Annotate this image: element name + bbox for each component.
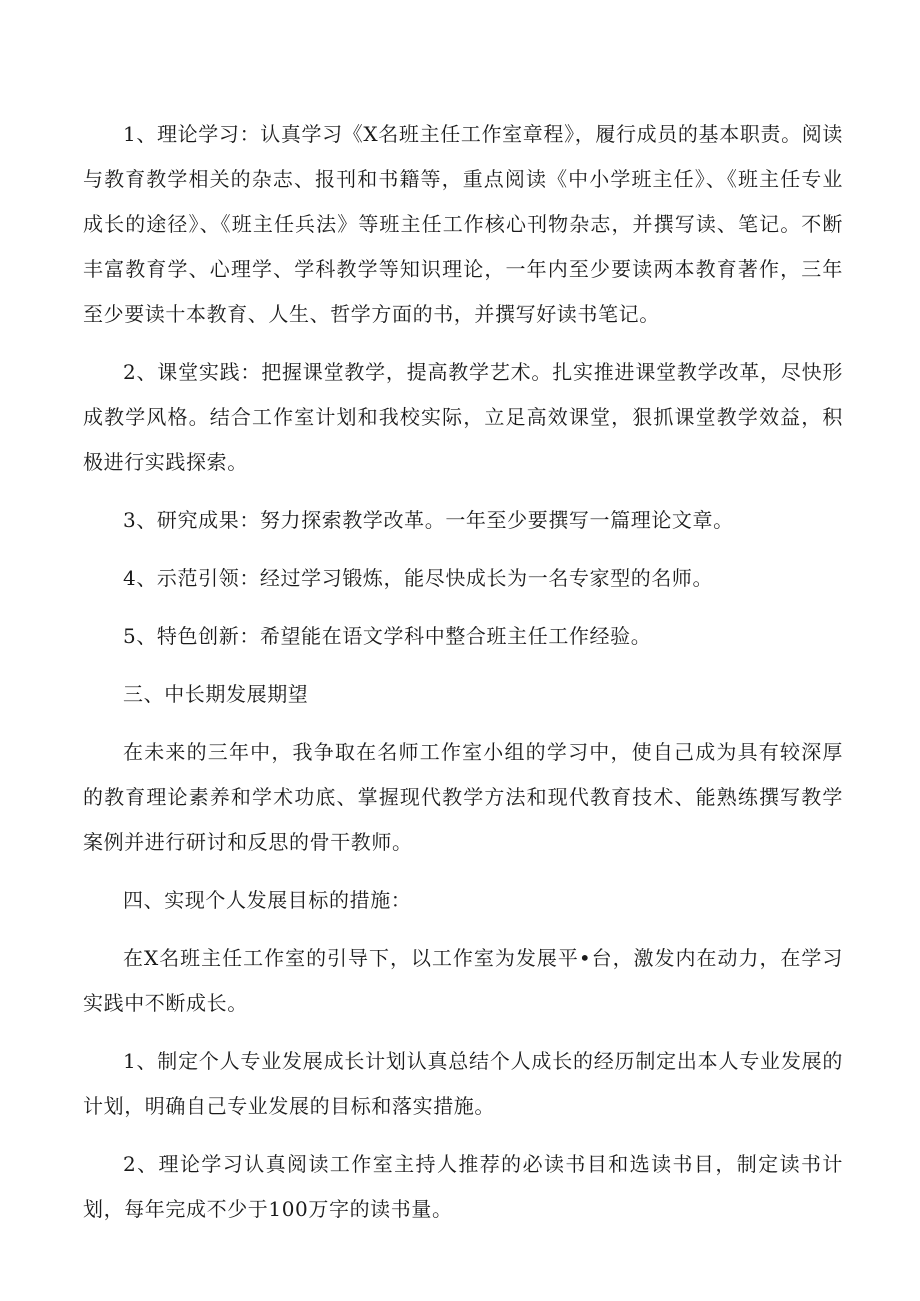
- paragraph-demonstration: 4、示范引领：经过学习锻炼，能尽快成长为一名专家型的名师。: [123, 566, 714, 590]
- paragraph-development-plan: 1、制定个人专业发展成长计划认真总结个人成长的经历制定出本人专业发展的计划，明确自己专业发展的目标和落实措施。: [83, 1049, 843, 1118]
- document-body: [83, 112, 843, 1245]
- paragraph-classroom-practice: 2、课堂实践：把握课堂教学，提高教学艺术。扎实推进课堂教学改革，尽快形成教学风格。结合工作室计划和我校实际，立足高效课堂，狠抓课堂教学效益，积极进行实践探索。: [83, 360, 843, 474]
- paragraph-measures-intro: 在X名班主任工作室的引导下，以工作室为发展平•台，激发内在动力，在学习实践中不断成长。: [83, 946, 843, 1015]
- section-heading-long-term: 三、中长期发展期望: [123, 682, 309, 706]
- paragraph-long-term-expectation: 在未来的三年中，我争取在名师工作室小组的学习中，使自己成为具有较深厚的教育理论素养和学术功底、掌握现代教学方法和现代教育技术、能熟练撰写教学案例并进行研讨和反思的骨干教师。: [83, 740, 843, 854]
- paragraph-research-results: 3、研究成果：努力探索教学改革。一年至少要撰写一篇理论文章。: [123, 508, 734, 532]
- section-heading-measures: 四、实现个人发展目标的措施：: [123, 888, 412, 912]
- paragraph-innovation: 5、特色创新：希望能在语文学科中整合班主任工作经验。: [123, 624, 652, 648]
- paragraph-reading-plan: 2、理论学习认真阅读工作室主持人推荐的必读书目和选读书目，制定读书计划，每年完成不少于100万字的读书量。: [83, 1152, 843, 1221]
- paragraph-theory-study: 1、理论学习：认真学习《X名班主任工作室章程》，履行成员的基本职责。阅读与教育教学相关的杂志、报刊和书籍等，重点阅读《中小学班主任》、《班主任专业成长的途径》、《班主任兵法》等班主任工作核心刊物杂志，并撰写读、笔记。不断丰富教育学、心理学、学科教学等知识理论，一年内至少要读两本教育著作，三年至少要读十本教育、人生、哲学方面的书，并撰写好读书笔记。: [83, 122, 843, 326]
